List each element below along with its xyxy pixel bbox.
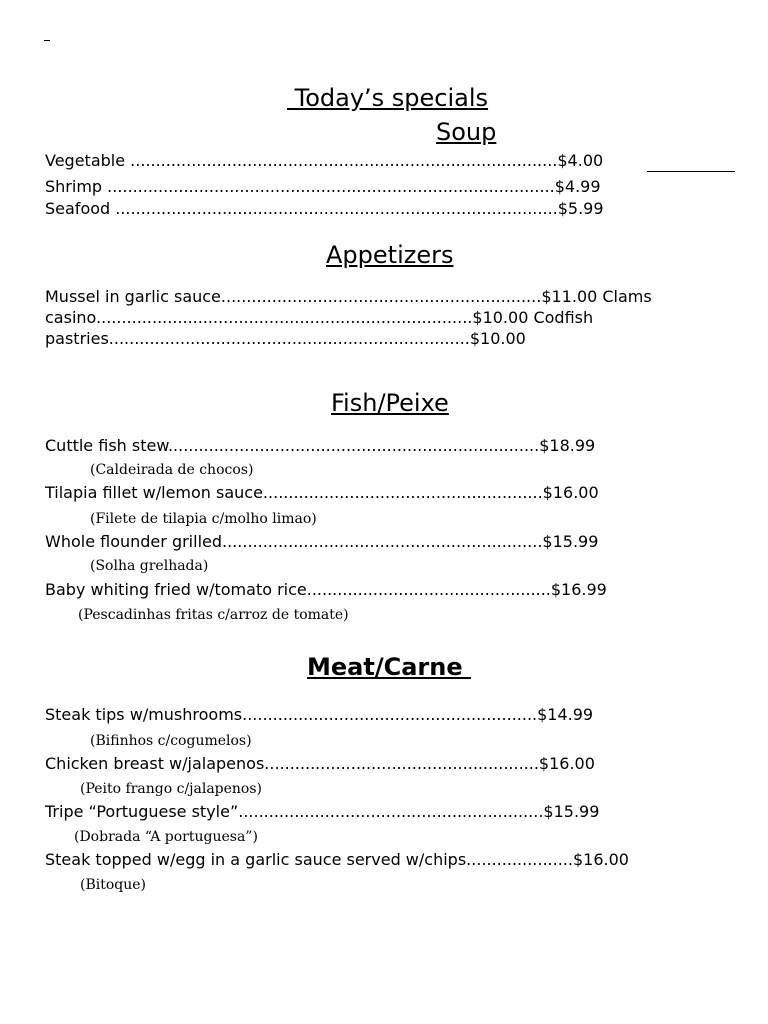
menu-item-chicken-breast: Chicken breast w/jalapenos......................................................$16.00 — [45, 754, 595, 773]
menu-item-baby-whiting: Baby whiting fried w/tomato rice................................................$16.99 — [45, 580, 607, 599]
stray-mark — [44, 40, 50, 41]
fish-heading: Fish/Peixe — [331, 389, 449, 417]
menu-item-translation: (Bitoque) — [80, 877, 147, 893]
menu-item-translation: (Bifinhos c/cogumelos) — [90, 733, 252, 749]
menu-item-tilapia: Tilapia fillet w/lemon sauce.......................................................$16.00 — [45, 483, 599, 502]
menu-item-flounder: Whole flounder grilled...............................................................$15.99 — [45, 532, 599, 551]
menu-item-translation: (Dobrada “A portuguesa”) — [74, 829, 258, 845]
appetizers-line-2: casino..........................................................................$10.00 Codfish — [45, 308, 594, 327]
menu-item-vegetable: Vegetable ....................................................................................$4.00 — [45, 151, 604, 170]
menu-item-bitoque: Steak topped w/egg in a garlic sauce served w/chips.....................$16.00 — [45, 850, 629, 869]
menu-item-tripe: Tripe “Portuguese style”............................................................$15.99 — [45, 802, 600, 821]
menu-item-cuttle-fish: Cuttle fish stew.........................................................................$18.99 — [45, 436, 596, 455]
menu-item-translation: (Pescadinhas fritas c/arroz de tomate) — [78, 607, 349, 623]
menu-item-translation: (Caldeirada de chocos) — [90, 462, 254, 478]
menu-item-steak-tips: Steak tips w/mushrooms..........................................................$14.99 — [45, 705, 594, 724]
appetizers-line-3: pastries.......................................................................$10.00 — [45, 329, 526, 348]
menu-item-seafood: Seafood .......................................................................................$5.99 — [45, 199, 604, 218]
underline-rule — [647, 171, 735, 172]
menu-item-translation: (Solha grelhada) — [90, 558, 209, 574]
page-title: Today’s specials — [287, 84, 489, 112]
menu-item-translation: (Peito frango c/jalapenos) — [80, 781, 263, 797]
appetizers-line-1: Mussel in garlic sauce...............................................................$11.00 Clams — [45, 287, 652, 306]
menu-item-translation: (Filete de tilapia c/molho limao) — [90, 511, 317, 527]
meat-heading: Meat/Carne — [307, 653, 471, 681]
menu-item-shrimp: Shrimp ........................................................................................$4.99 — [45, 177, 601, 196]
soup-heading: Soup — [436, 118, 497, 146]
appetizers-heading: Appetizers — [326, 241, 454, 269]
